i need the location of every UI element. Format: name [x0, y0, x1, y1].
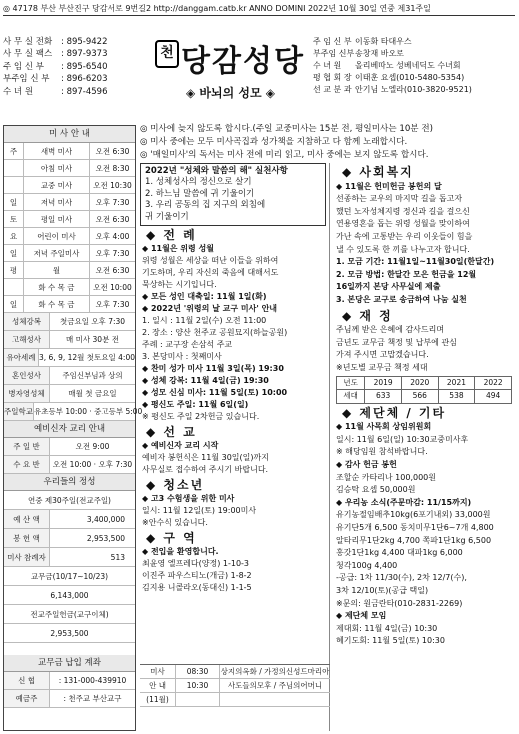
liturgy-line: ※ 평신도 주일 2차헌금 있습니다. — [142, 412, 260, 422]
groups-line: ◆ 우리농 소식(주문마감: 11/15까지) — [336, 497, 472, 507]
groups-line: 홍갓1단1kg 4,400 대파1kg 6,000 — [336, 548, 463, 558]
header — [3, 38, 515, 122]
staff-role: 선 교 분 과 — [313, 85, 352, 95]
mass-name: 교중 미사 — [24, 177, 90, 193]
mass-day: 일 — [4, 245, 24, 261]
sacrament-value: 3, 6, 9, 12월 첫토요일 4:00 — [39, 353, 135, 362]
catechumen-row — [4, 438, 135, 456]
welfare-heading: ◆ 사회복지 — [342, 166, 515, 179]
staff-role: 평 협 회 장 — [313, 73, 352, 83]
mass-guide-time: 10:30 — [176, 679, 220, 692]
mass-row — [4, 296, 135, 313]
mass-name: 저녁 미사 — [24, 194, 90, 210]
catechumen-value: 오전 10:00 · 오후 7:30 — [52, 460, 133, 469]
table-header-cell: 2019 — [365, 376, 402, 390]
mass-time: 오전 6:30 — [95, 147, 130, 156]
groups-line: 제대회: 11월 4일(금) 10:30 — [336, 623, 438, 633]
mission-line: 사무실로 접수하여 주시기 바랍니다. — [142, 465, 269, 475]
liturgy-line: 1. 일시 : 11월 2일(수) 오전 11:00 — [142, 316, 267, 326]
groups-heading: ◆ 제단체 / 기타 — [342, 407, 515, 420]
contact-value: : 897-9373 — [61, 49, 108, 60]
mass-guide-time: 08:30 — [176, 665, 220, 678]
account-row — [4, 690, 135, 708]
liturgy-line: ◆ 2022년 '위령의 날 교구 미사' 안내 — [142, 304, 278, 314]
mass-name: 평일 미사 — [24, 211, 90, 227]
sacrament-row — [4, 403, 143, 421]
contact-label: 수 녀 원 — [3, 86, 34, 97]
offering-row — [4, 510, 135, 529]
welfare-line: 낼 수 있도록 한 끼를 나누고자 합니다. — [336, 244, 470, 254]
offering-label: 봉 헌 액 — [4, 529, 50, 547]
finance-line: 가져 주시면 고맙겠습니다. — [336, 350, 429, 360]
account-value: : 천주교 부산교구 — [63, 694, 122, 703]
table-cell: 566 — [401, 390, 438, 404]
welfare-line: 3. 본당은 교구로 송금하여 나눔 실천 — [336, 294, 467, 304]
groups-line: -공급: 1차 11/30(수), 2차 12/7(수), — [336, 573, 467, 583]
mass-time: 오후 4:00 — [95, 232, 130, 241]
contact-label: 사 무 실 전화 — [3, 37, 53, 47]
groups-line: 유기농절임배추10kg(6포기내외) 33,000원 — [336, 510, 491, 520]
catechumen-heading: 예비신자 교리 안내 — [4, 421, 135, 438]
offering-value: 3,400,000 — [86, 515, 125, 524]
mass-guide-group: 사도들의모후 / 주님의어머니 — [227, 681, 323, 690]
contact-value: : 897-4596 — [61, 86, 108, 97]
groups-line: ※ 해당임원 참석바랍니다. — [336, 447, 428, 457]
groups-line: 조할순 카타리나 100,000원 — [336, 472, 436, 482]
mass-name: 화 수 목 금 — [24, 296, 90, 312]
offering-row — [4, 548, 135, 567]
sacrament-label: 유아세례 — [4, 349, 39, 366]
liturgy-line: 묵상하는 시기입니다. — [142, 280, 217, 290]
sacrament-label: 주일학교 — [4, 403, 34, 420]
offering-label: 미사 참례자 — [4, 548, 50, 566]
notice-item: ◎ 미사 중에는 모두 미사곡집과 성가책을 지참하고 다 함께 노래합시다. — [140, 137, 408, 147]
district-line: 김지용 니콜라오(동대신) 1-1-5 — [142, 583, 252, 593]
staff-row — [313, 72, 515, 84]
mass-time: 오후 7:30 — [95, 249, 130, 258]
contact-value: : 895-6540 — [61, 61, 108, 72]
mass-name: 어린이 미사 — [24, 228, 90, 244]
mass-day — [4, 177, 24, 193]
liturgy-line: ◆ 모든 성인 대축일: 11월 1일(화) — [142, 292, 267, 302]
mass-day: 주 — [4, 143, 24, 159]
sacrament-label: 병자영성체 — [4, 385, 50, 402]
sacrament-label: 성체강복 — [4, 313, 50, 330]
contact-list — [3, 36, 151, 98]
district-line: 최윤영 엘프레다(양정) 1-10-3 — [142, 559, 250, 569]
mass-time: 오전 8:30 — [95, 164, 130, 173]
table-header-cell: 년도 — [337, 376, 365, 390]
mass-guide-label: (11월) — [140, 693, 176, 706]
account-label: 예금주 — [4, 690, 50, 707]
groups-line: ◆ 11월 사목회 상임위원회 — [336, 422, 432, 432]
finance-line: 주님께 받은 은혜에 감사드리며 — [336, 325, 445, 335]
mass-row — [4, 279, 135, 296]
mass-time: 오전 10:00 — [93, 283, 132, 292]
welfare-line: 가난 속에 고통받는 우리 이웃들이 힘을 — [336, 231, 473, 241]
staff-name: 이태훈 요셉(010-5480-5354) — [355, 73, 465, 83]
table-header-cell: 2020 — [401, 376, 438, 390]
sacrament-row — [4, 331, 135, 349]
welfare-line: 선종하는 교우의 마지막 길을 돕고자 — [336, 194, 463, 204]
mass-row — [4, 177, 135, 194]
district-line: 이진주 파우스티노(개금) 1-8-2 — [142, 571, 252, 581]
mass-time: 오전 10:30 — [93, 181, 132, 190]
mass-guide-group — [220, 693, 330, 706]
finance-line: 금년도 교무금 책정 및 납부에 관심 — [336, 337, 457, 347]
liturgy-line: 2. 장소 : 양산 천주교 공원묘지(하늘공원) — [142, 328, 288, 338]
contact-row — [3, 48, 151, 60]
groups-line: 알타리무1단2kg 4,700 쪽파1단1kg 6,500 — [336, 535, 492, 545]
contact-row — [3, 86, 151, 98]
liturgy-line: ◆ 성체 강복: 11월 4일(금) 19:30 — [142, 376, 269, 386]
catechumen-label: 수 요 반 — [4, 456, 50, 473]
welfare-line: 했던 노자성체지령 정신과 길을 걸으신 — [336, 206, 470, 216]
mass-row — [4, 245, 135, 262]
catechumen-row — [4, 456, 135, 474]
staff-role: 수 녀 원 — [313, 61, 342, 71]
theme-item: 1. 성체성사의 정신으로 살기 — [145, 177, 252, 188]
liturgy-line: 3. 본당미사 : 첫째미사 — [142, 352, 222, 362]
sacrament-value: 유초등부 10:00 · 중고등부 5:00 — [33, 407, 143, 416]
mass-guide-time — [176, 693, 220, 706]
mission-offering-value: 2,953,500 — [4, 624, 135, 643]
contact-row — [3, 61, 151, 73]
contact-value: : 895-9422 — [61, 37, 108, 47]
mission-line: ◆ 예비신자 교리 시작 — [142, 441, 219, 451]
contact-label: 부주임 신 부 — [3, 74, 50, 85]
groups-line: 김승탁 요셉 50,000원 — [336, 485, 416, 495]
mission-offering-heading: 전교주일헌금(교구이체) — [4, 605, 135, 624]
staff-name: 이동화 타대우스 — [355, 37, 412, 46]
mass-guide-label: 안 내 — [140, 679, 176, 692]
bulletin-title — [153, 38, 308, 122]
groups-line: 유기단5개 6,500 동치미무1단6~7개 4,800 — [336, 523, 494, 533]
youth-heading: ◆ 청소년 — [146, 479, 329, 491]
mass-name: 저녁 주일미사 — [24, 245, 90, 261]
groups-line: 일시: 11월 6일(일) 10:30교중미사후 — [336, 434, 469, 444]
mass-name: 월 — [24, 262, 90, 278]
table-header-cell: 2021 — [438, 376, 475, 390]
groups-line: 청각100g 4,400 — [336, 560, 398, 570]
staff-name: 안기님 노엘라(010-3820-9521) — [355, 85, 472, 95]
mass-day: 일 — [4, 296, 24, 312]
mass-time: 오전 6:30 — [95, 215, 130, 224]
tithe-value: 6,143,000 — [4, 586, 135, 605]
notice-item: ◎ 미사에 늦지 않도록 합시다.(주일 교중미사는 15분 전, 평일미사는 10분 전) — [140, 124, 433, 134]
offering-subtitle: 연중 제30주일(전교주일) — [4, 491, 135, 510]
mass-time: 오전 6:30 — [95, 266, 130, 275]
mass-time: 오후 7:30 — [95, 198, 130, 207]
mass-row — [4, 228, 135, 245]
sacrament-value: 매월 첫 금요일 — [68, 389, 117, 398]
finance-heading: ◆ 재 정 — [342, 310, 515, 323]
mass-schedule-panel — [3, 125, 143, 731]
mass-row — [4, 143, 135, 160]
mission-heading: ◆ 선 교 — [146, 426, 329, 438]
groups-line: ◆ 감사 헌금 봉헌 — [336, 460, 397, 470]
mass-name: 아침 미사 — [24, 160, 90, 176]
account-label: 신 협 — [4, 672, 50, 689]
account-value: : 131-000-439910 — [58, 676, 127, 685]
welfare-line: 16일까지 본당 사무실에 제출 — [336, 282, 441, 292]
liturgy-line: 기도하며, 우리 자신의 죽음에 대해서도 — [142, 268, 279, 278]
mass-name: 새벽 미사 — [24, 143, 90, 159]
mass-guide-label: 미사 — [140, 665, 176, 678]
groups-line: 3차 12/10(토)(공급 택일) — [336, 586, 429, 595]
account-row — [4, 672, 135, 690]
offering-value: 2,953,500 — [86, 534, 125, 543]
groups-line: ◆ 제단체 모임 — [336, 611, 387, 621]
sacrament-value: 매 미사 30분 전 — [66, 335, 119, 344]
mass-day: 평 — [4, 262, 24, 278]
welfare-line: 1. 모금 기간: 11월1일~11월30일(한달간) — [336, 257, 495, 267]
sacrament-row — [4, 349, 135, 367]
theme-item: 3. 우리 공동의 집 지구의 외침에 — [145, 200, 266, 211]
contact-value: : 896-6203 — [61, 74, 108, 85]
sacrament-value: 첫금요일 오후 7:30 — [59, 317, 126, 326]
offering-value: 513 — [110, 553, 125, 562]
middle-column — [140, 163, 330, 731]
mission-line: 예비자 봉헌식은 11월 30일(일)까지 — [142, 453, 269, 463]
staff-row — [313, 36, 515, 48]
theme-item: 2. 하느님 말씀에 귀 기울이기 — [145, 188, 255, 199]
table-cell: 633 — [365, 390, 402, 404]
sacrament-value: 주임신부님과 상의 — [62, 371, 123, 380]
contact-label: 주 임 신 부 — [3, 61, 44, 72]
right-column — [334, 163, 515, 731]
address-bar: ◎ 47178 부산 부산진구 당감서로 9번길2 http://danggam.catb.kr ANNO DOMINI 2022년 10월 30일 연중 제31주일 — [3, 2, 515, 16]
account-heading: 교무금 납입 계좌 — [4, 655, 135, 672]
table-cell: 세대 — [337, 390, 365, 404]
mass-day — [4, 279, 24, 295]
mass-row — [4, 160, 135, 177]
mass-day: 토 — [4, 211, 24, 227]
notice-list — [140, 123, 515, 162]
mass-guide-row — [140, 665, 330, 679]
staff-name: 송창재 바오로 — [355, 49, 404, 59]
sacrament-label: 혼인성사 — [4, 367, 50, 384]
household-table — [336, 376, 512, 404]
cross-logo-icon: 천 — [155, 40, 179, 68]
contact-row — [3, 73, 151, 85]
liturgy-line: ◆ 11월은 위령 성월 — [142, 244, 215, 254]
staff-role: 부주임 신부 — [313, 49, 355, 59]
mass-guide-group: 상지의옥화 / 가정의신성드마리아 — [220, 667, 330, 676]
table-cell: 494 — [475, 390, 512, 404]
sacrament-row — [4, 385, 135, 403]
staff-row — [313, 48, 515, 60]
yearly-theme-box — [140, 163, 326, 226]
mass-day — [4, 160, 24, 176]
table-cell: 538 — [438, 390, 475, 404]
mass-day: 일 — [4, 194, 24, 210]
liturgy-line: ◆ 성모 신심 미사: 11월 5일(토) 10:00 — [142, 388, 288, 398]
finance-line: ※년도별 교무금 책정 세대 — [336, 362, 428, 372]
liturgy-line: ◆ 평신도 주일: 11월 6일(일) — [142, 400, 249, 410]
bulletin-subtitle: ◈ 바뇌의 성모 ◈ — [186, 86, 275, 100]
groups-line: ※문의: 원금란타(010-2831-2269) — [336, 598, 463, 608]
catechumen-value: 오전 9:00 — [75, 442, 110, 451]
mass-guide-row — [140, 693, 330, 707]
tithe-heading: 교무금(10/17~10/23) — [4, 567, 135, 586]
liturgy-heading: ◆ 전 례 — [146, 229, 329, 241]
liturgy-line: 위령 성월은 세상을 떠난 이들을 위하여 — [142, 256, 279, 266]
staff-list — [313, 36, 515, 96]
catechumen-label: 주 일 반 — [4, 438, 50, 455]
welfare-line: 연용영혼을 돕는 위령 성월을 맞이하여 — [336, 219, 470, 229]
mass-time: 오후 7:30 — [95, 300, 130, 309]
offering-row — [4, 529, 135, 548]
mass-schedule-heading: 미 사 안 내 — [4, 126, 135, 143]
mass-row — [4, 262, 135, 279]
youth-line: 일시: 11월 12일(토) 19:00미사 — [142, 506, 257, 516]
mass-row — [4, 211, 135, 228]
youth-line: ※안수식 있습니다. — [142, 518, 208, 528]
staff-name: 올리베따노 성베네딕도 수녀회 — [355, 61, 461, 71]
youth-line: ◆ 고3 수험생을 위한 미사 — [142, 494, 235, 504]
notice-item: ◎ '매일미사'의 독서는 미사 전에 미리 읽고, 미사 중에는 보지 않도록 합시다. — [140, 150, 429, 160]
offering-label: 예 산 액 — [4, 510, 50, 528]
liturgy-line: 주례 : 교구장 손삼석 주교 — [142, 340, 233, 350]
mass-guide-table — [140, 664, 330, 707]
groups-line: 혜기도회: 11월 5일(토) 10:30 — [336, 636, 445, 646]
staff-row — [313, 60, 515, 72]
district-line: ◆ 전입을 환영합니다. — [142, 547, 219, 557]
mass-name: 화 수 목 금 — [24, 279, 90, 295]
district-heading: ◆ 구 역 — [146, 532, 329, 544]
mass-row — [4, 194, 135, 211]
sacrament-label: 고해성사 — [4, 331, 50, 348]
staff-row — [313, 84, 515, 96]
contact-label: 사 무 실 팩스 — [3, 49, 53, 60]
liturgy-line: ◆ 찬미 성가 미사 11월 3일(목) 19:30 — [142, 364, 284, 374]
mass-day: 요 — [4, 228, 24, 244]
welfare-line: ◆ 11월은 헌미헌금 봉헌의 달 — [336, 181, 442, 191]
parish-name: 당감성당 — [181, 44, 305, 79]
theme-item: 귀 기울이기 — [145, 211, 189, 222]
sacrament-row — [4, 367, 135, 385]
theme-title: 2022년 "성체와 말씀의 해" 실천사항 — [145, 166, 288, 176]
mass-guide-row — [140, 679, 330, 693]
contact-row — [3, 36, 151, 48]
staff-role: 주 임 신 부 — [313, 37, 352, 46]
offering-heading: 우리들의 정성 — [4, 474, 135, 491]
table-header-cell: 2022 — [475, 376, 512, 390]
welfare-line: 2. 모금 방법: 한달간 모은 헌금을 12월 — [336, 269, 477, 279]
sacrament-row — [4, 313, 135, 331]
